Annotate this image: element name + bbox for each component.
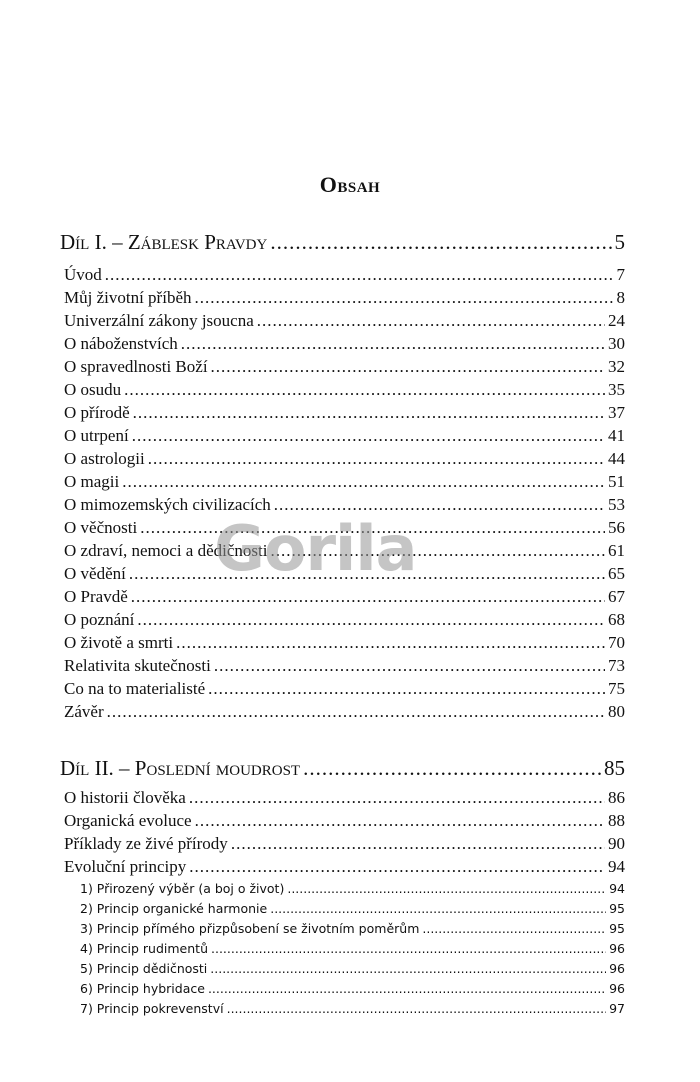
toc-entry-page: 90 (608, 834, 625, 853)
toc-entry (64, 702, 625, 722)
toc-entry-page: 7 (616, 265, 625, 284)
toc-entry-label: O přírodě (64, 403, 130, 422)
toc-entry-page: 53 (608, 495, 625, 514)
page-title: Obsah (319, 172, 381, 197)
toc-leader-dots (137, 610, 605, 630)
toc-leader-dots (122, 472, 605, 492)
toc-entry (64, 541, 625, 561)
toc-entry-page: 37 (608, 403, 625, 422)
toc-leader-dots (270, 901, 606, 916)
toc-entry-page: 51 (608, 472, 625, 491)
toc-leader-dots (107, 702, 605, 722)
toc-entry-page: 86 (608, 788, 625, 807)
toc-entry-label: O zdraví, nemoci a dědičnosti (64, 541, 268, 560)
toc-sub-entry (80, 921, 625, 936)
toc-leader-dots (214, 656, 605, 676)
toc-entry-label: Evoluční principy (64, 857, 187, 876)
toc-entry-label: O spravedlnosti Boží (64, 357, 208, 376)
toc-sub-label: 7) Princip pokrevenství (80, 1001, 224, 1016)
toc-entry-page: 56 (608, 518, 625, 537)
toc-entry-label: O magii (64, 472, 120, 491)
toc-entry-page: 30 (608, 334, 625, 353)
toc-entry-page: 68 (608, 610, 625, 629)
toc-entry-label: Závěr (64, 702, 104, 721)
toc-sub-label: 3) Princip přímého přizpůsobení se životním poměrům (80, 921, 420, 936)
toc-entry-page: 61 (608, 541, 625, 560)
toc-part-page: 5 (614, 230, 625, 254)
watermark-logo: Gorila (214, 512, 417, 585)
toc-leader-dots (194, 288, 613, 308)
toc-entry (64, 311, 625, 331)
toc-leader-dots (227, 1001, 607, 1016)
toc-sub-entry (80, 981, 625, 996)
toc-entry (64, 811, 625, 831)
toc-entry-label: Úvod (64, 265, 102, 284)
toc-entry-page: 70 (608, 633, 625, 652)
toc-entry-label: O astrologii (64, 449, 145, 468)
toc-entry-label: O vědění (64, 564, 126, 583)
toc-entry (64, 426, 625, 446)
toc-leader-dots (231, 834, 605, 854)
toc-sub-label: 6) Princip hybridace (80, 981, 205, 996)
toc-entry-page: 32 (608, 357, 625, 376)
toc-leader-dots (129, 564, 605, 584)
toc-sub-page: 97 (609, 1001, 625, 1016)
toc-entry-page: 80 (608, 702, 625, 721)
toc-entry (64, 788, 625, 808)
toc-entry-label: O životě a smrti (64, 633, 174, 652)
toc-entry (64, 633, 625, 653)
toc-entry-label: O osudu (64, 380, 122, 399)
toc-leader-dots (140, 518, 605, 538)
toc-entry (64, 357, 625, 377)
toc-entry (64, 288, 625, 308)
toc-leader-dots (148, 449, 605, 469)
toc-entry-page: 8 (616, 288, 625, 307)
toc-leader-dots (270, 230, 611, 255)
toc-entry (64, 587, 625, 607)
toc-leader-dots (211, 357, 605, 377)
toc-sub-entry (80, 1001, 625, 1016)
toc-entry-label: O mimozemských civilizacích (64, 495, 271, 514)
toc-entry (64, 449, 625, 469)
toc-entry (64, 857, 625, 877)
toc-entry (64, 265, 625, 285)
toc-entry (64, 610, 625, 630)
toc-entry-page: 24 (608, 311, 625, 330)
toc-leader-dots (422, 921, 606, 936)
toc-entry-page: 75 (608, 679, 625, 698)
toc-leader-dots (133, 403, 605, 423)
toc-entry (64, 834, 625, 854)
toc-entry-label: Můj životní příběh (64, 288, 192, 307)
toc-part-heading (60, 756, 625, 781)
toc-part-page: 85 (604, 756, 625, 780)
toc-entry-label: O historii člověka (64, 788, 186, 807)
toc-entry-label: O Pravdě (64, 587, 128, 606)
toc-entry-page: 41 (608, 426, 625, 445)
toc-leader-dots (176, 633, 605, 653)
toc-entry-page: 94 (608, 857, 625, 876)
toc-leader-dots (132, 426, 605, 446)
toc-sub-label: 1) Přirozený výběr (a boj o život) (80, 881, 285, 896)
toc-entry-label: Organická evoluce (64, 811, 192, 830)
toc-sub-label: 5) Princip dědičnosti (80, 961, 208, 976)
toc-leader-dots (257, 311, 605, 331)
toc-leader-dots (274, 495, 605, 515)
toc-leader-dots (210, 961, 606, 976)
toc-entry (64, 334, 625, 354)
toc-entry (64, 564, 625, 584)
toc-leader-dots (195, 811, 605, 831)
toc-entry-label: O poznání (64, 610, 135, 629)
toc-entry (64, 495, 625, 515)
toc-leader-dots (181, 334, 605, 354)
toc-sub-entry (80, 901, 625, 916)
toc-sub-page: 96 (609, 941, 625, 956)
toc-leader-dots (211, 941, 606, 956)
toc-sub-label: 2) Princip organické harmonie (80, 901, 268, 916)
toc-entry (64, 380, 625, 400)
toc-sub-page: 96 (609, 961, 625, 976)
toc-entry-label: O utrpení (64, 426, 129, 445)
toc-entry-page: 67 (608, 587, 625, 606)
toc-sub-entry (80, 961, 625, 976)
toc-part-heading (60, 230, 625, 255)
toc-entry (64, 472, 625, 492)
toc-entry-page: 88 (608, 811, 625, 830)
toc-leader-dots (287, 881, 606, 896)
toc-entry-label: Co na to materialisté (64, 679, 206, 698)
toc-leader-dots (124, 380, 605, 400)
toc-sub-entry (80, 941, 625, 956)
toc-leader-dots (131, 587, 605, 607)
toc-sub-page: 95 (609, 921, 625, 936)
toc-part-label: Díl II. – Poslední moudrost (60, 756, 301, 780)
toc-entry-page: 73 (608, 656, 625, 675)
toc-entry-label: Příklady ze živé přírody (64, 834, 228, 853)
toc-entry-page: 35 (608, 380, 625, 399)
toc-entry (64, 656, 625, 676)
toc-sub-label: 4) Princip rudimentů (80, 941, 208, 956)
toc-entry (64, 518, 625, 538)
toc-leader-dots (208, 679, 605, 699)
toc-sub-page: 96 (609, 981, 625, 996)
toc-entry-label: Relativita skutečnosti (64, 656, 211, 675)
toc-leader-dots (105, 265, 614, 285)
toc-entry-label: O věčnosti (64, 518, 138, 537)
toc-sub-page: 94 (609, 881, 625, 896)
toc-leader-dots (270, 541, 605, 561)
toc-part-label: Díl I. – Záblesk Pravdy (60, 230, 268, 254)
toc-sub-entry (80, 881, 625, 896)
toc-entry (64, 403, 625, 423)
toc-leader-dots (303, 756, 601, 781)
toc-leader-dots (208, 981, 606, 996)
toc-leader-dots (189, 788, 605, 808)
toc-leader-dots (189, 857, 605, 877)
toc-entry-page: 65 (608, 564, 625, 583)
toc-entry-label: Univerzální zákony jsoucna (64, 311, 254, 330)
toc-entry-page: 44 (608, 449, 625, 468)
toc-sub-page: 95 (609, 901, 625, 916)
toc-entry-label: O náboženstvích (64, 334, 178, 353)
toc-entry (64, 679, 625, 699)
